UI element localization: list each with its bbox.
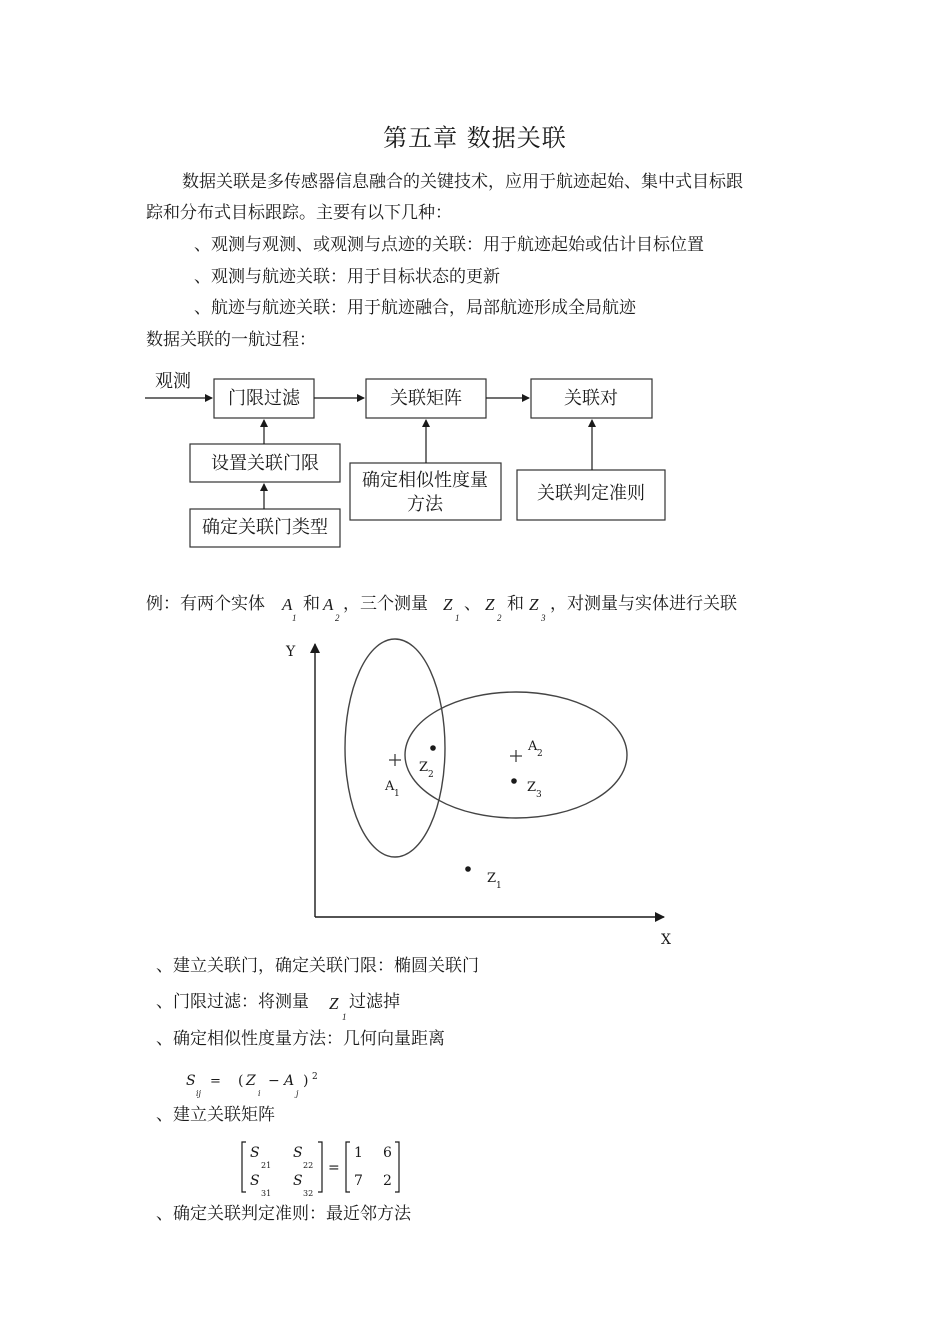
kind-item-1: 、观测与观测、或观测与点迹的关联：用于航迹起始或估计目标位置 — [194, 235, 704, 255]
intro-line-2: 踪和分布式目标跟踪。主要有以下几种： — [146, 203, 452, 223]
assoc-matrix-label: 关联矩阵 — [390, 388, 462, 409]
example-Z2-sub: 2 — [497, 613, 502, 623]
gate-ellipse-A1 — [345, 639, 445, 857]
example-suffix: ，对测量与实体进行关联 — [550, 594, 737, 614]
matrix-S22-sub: 22 — [303, 1161, 314, 1170]
similarity-label-1: 确定相似性度量 — [362, 470, 488, 491]
criterion-label: 关联判定准则 — [537, 483, 645, 504]
process-heading: 数据关联的一航过程： — [146, 330, 316, 350]
matrix-right-bracket — [346, 1142, 350, 1192]
example-Z2: Z — [485, 595, 495, 614]
step-2-sub: 1 — [342, 1012, 347, 1022]
label-Z2-sub: 2 — [428, 770, 434, 780]
label-A1-sub: 1 — [394, 789, 400, 799]
kind-item-2: 、观测与航迹关联：用于目标状态的更新 — [194, 267, 500, 287]
label-A1: A — [385, 779, 395, 794]
page-title: 第五章 数据关联 — [383, 124, 567, 152]
formula-minus: − — [268, 1073, 280, 1089]
example-Z3: Z — [529, 595, 539, 614]
step-3: 、确定相似性度量方法：几何向量距离 — [156, 1029, 445, 1049]
input-label: 观测 — [155, 371, 191, 392]
example-A2: A — [323, 595, 334, 614]
similarity-label-2: 方法 — [407, 494, 443, 515]
matrix-S22: S — [293, 1145, 303, 1161]
matrix-value-22: 2 — [383, 1173, 392, 1189]
matrix-S31-sub: 31 — [261, 1189, 272, 1198]
formula-S: S — [186, 1073, 196, 1089]
set-gate-label: 设置关联门限 — [211, 453, 319, 474]
distance-formula — [0, 1066, 950, 1106]
formula-lparen: ( — [238, 1073, 244, 1089]
formula-eq: = — [210, 1074, 221, 1089]
example-A1-sub: 1 — [292, 613, 297, 623]
formula-rparen: ) — [303, 1073, 309, 1089]
x-axis-label: X — [661, 932, 671, 948]
example-sep: 、 — [464, 594, 481, 614]
formula-pow: 2 — [312, 1072, 318, 1082]
example-A2-sub: 2 — [335, 613, 340, 623]
label-A2-sub: 2 — [537, 749, 543, 759]
plus-A1-icon — [389, 754, 401, 766]
matrix-value-12: 6 — [383, 1145, 392, 1161]
label-Z1-sub: 1 — [496, 881, 502, 891]
kind-item-3: 、航迹与航迹关联：用于航迹融合，局部航迹形成全局航迹 — [194, 298, 636, 318]
formula-j: j — [296, 1089, 299, 1098]
matrix-left-bracket — [242, 1142, 246, 1192]
assoc-pair-label: 关联对 — [564, 388, 618, 409]
plus-A2-icon — [510, 750, 522, 762]
step-2-suffix: 过滤掉 — [349, 992, 400, 1012]
label-Z3-sub: 3 — [536, 790, 542, 800]
matrix-S32-sub: 32 — [303, 1189, 314, 1198]
association-matrix — [0, 1136, 950, 1200]
point-Z1 — [465, 866, 471, 872]
y-axis-label: Y — [286, 644, 296, 660]
formula-i: i — [258, 1089, 261, 1098]
step-1: 、建立关联门，确定关联门限：椭圆关联门 — [156, 956, 479, 976]
label-A2: A — [528, 739, 538, 754]
example-Z3-sub: 3 — [541, 613, 546, 623]
step-2-var: Z — [329, 994, 339, 1013]
example-mid: ，三个测量 — [343, 594, 428, 614]
flow-diagram — [0, 0, 950, 560]
matrix-left-bracket-close — [318, 1142, 322, 1192]
matrix-S21: S — [250, 1145, 260, 1161]
example-and-2: 和 — [507, 594, 524, 614]
label-Z2: Z — [419, 760, 429, 775]
formula-A: A — [284, 1073, 295, 1089]
example-prefix: 例：有两个实体 — [146, 594, 265, 614]
example-A1: A — [282, 595, 293, 614]
step-2-prefix: 、门限过滤：将测量 — [156, 992, 309, 1012]
example-Z1: Z — [443, 595, 453, 614]
gate-filter-label: 门限过滤 — [228, 388, 300, 409]
formula-Z: Z — [246, 1073, 256, 1089]
point-Z3 — [511, 778, 517, 784]
matrix-eq: = — [328, 1160, 340, 1176]
matrix-value-11: 1 — [354, 1145, 363, 1161]
label-Z3: Z — [527, 780, 537, 795]
example-Z1-sub: 1 — [455, 613, 460, 623]
example-and-1: 和 — [303, 594, 320, 614]
point-Z2 — [430, 745, 436, 751]
matrix-value-21: 7 — [354, 1173, 363, 1189]
gate-type-label: 确定关联门类型 — [202, 517, 328, 538]
matrix-S31: S — [250, 1173, 260, 1189]
step-4: 、建立关联矩阵 — [156, 1105, 275, 1125]
gate-plot — [0, 630, 950, 950]
formula-ij: ij — [196, 1089, 202, 1098]
step-5: 、确定关联判定准则：最近邻方法 — [156, 1204, 411, 1224]
intro-line-1: 数据关联是多传感器信息融合的关键技术，应用于航迹起始、集中式目标跟 — [182, 172, 743, 192]
matrix-right-bracket-close — [395, 1142, 399, 1192]
label-Z1: Z — [487, 871, 497, 886]
matrix-S32: S — [293, 1173, 303, 1189]
matrix-S21-sub: 21 — [261, 1161, 272, 1170]
